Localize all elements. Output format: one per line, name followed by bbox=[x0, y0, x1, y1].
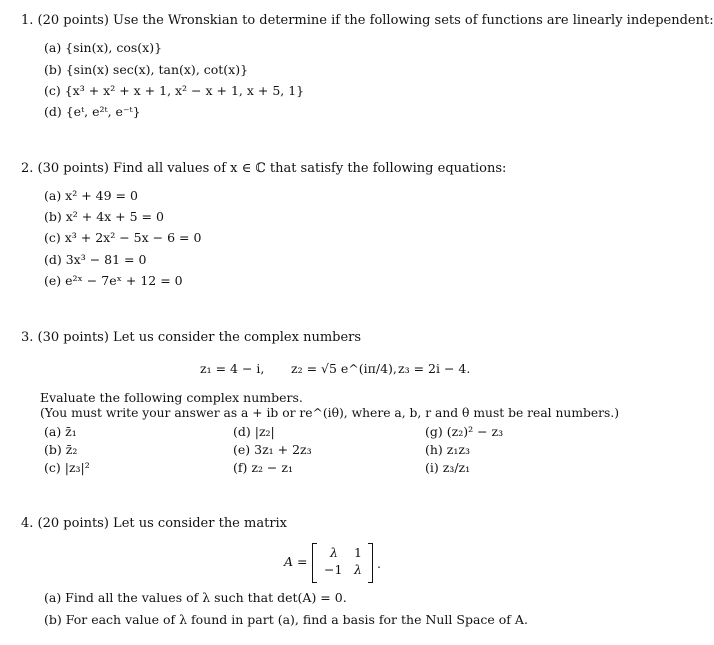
problem-1-part-d: (d) {eᵗ, e²ᵗ, e⁻ᵗ} bbox=[44, 104, 141, 119]
problem-3-part-c: (c) |z₃|² bbox=[44, 460, 90, 475]
problem-3-header: 3. (30 points) Let us consider the complex numbers bbox=[21, 330, 362, 345]
matrix-period: . bbox=[377, 556, 381, 571]
complex-number-z1: z₁ = 4 − i, bbox=[200, 361, 265, 376]
problem-2-part-a: (a) x² + 49 = 0 bbox=[44, 188, 138, 203]
matrix-cell-1-1: λ bbox=[330, 545, 338, 560]
problem-3-instruction-2: (You must write your answer as a + ib or re^(iθ), where a, b, r and θ must be real numbers.) bbox=[40, 406, 620, 420]
problem-2-part-d: (d) 3x³ − 81 = 0 bbox=[44, 252, 147, 267]
problem-3-part-a: (a) z̄₁ bbox=[44, 424, 77, 439]
problem-1-part-b: (b) {sin(x) sec(x), tan(x), cot(x)} bbox=[44, 62, 249, 77]
matrix-left-bracket bbox=[312, 543, 317, 583]
problem-3-part-h: (h) z₁z₃ bbox=[425, 442, 470, 457]
matrix-A bbox=[312, 543, 374, 581]
problem-2-part-c: (c) x³ + 2x² − 5x − 6 = 0 bbox=[44, 230, 202, 245]
problem-4-header: 4. (20 points) Let us consider the matrix bbox=[21, 516, 288, 531]
matrix-label: A = bbox=[284, 554, 308, 569]
matrix-cell-1-2: 1 bbox=[354, 545, 362, 560]
problem-2-part-e: (e) e²ˣ − 7eˣ + 12 = 0 bbox=[44, 273, 183, 288]
matrix-cell-2-2: λ bbox=[354, 562, 362, 577]
problem-3-part-f: (f) z₂ − z₁ bbox=[233, 460, 293, 475]
problem-4-part-a: (a) Find all the values of λ such that det(A) = 0. bbox=[44, 590, 347, 605]
matrix-right-bracket bbox=[368, 543, 373, 583]
complex-number-z3: z₃ = 2i − 4. bbox=[398, 361, 471, 376]
problem-4-part-b: (b) For each value of λ found in part (a), find a basis for the Null Space of A. bbox=[44, 612, 528, 627]
problem-3-part-e: (e) 3z₁ + 2z₃ bbox=[233, 442, 312, 457]
matrix-cell-2-1: −1 bbox=[324, 562, 343, 577]
problem-3-part-d: (d) |z₂| bbox=[233, 424, 275, 439]
problem-1-header: 1. (20 points) Use the Wronskian to determine if the following sets of functions are linearly independent: bbox=[21, 13, 714, 28]
problem-3-part-g: (g) (z₂)² − z₃ bbox=[425, 424, 504, 439]
problem-1-part-a: (a) {sin(x), cos(x)} bbox=[44, 40, 163, 55]
problem-2-header: 2. (30 points) Find all values of x ∈ ℂ that satisfy the following equations: bbox=[21, 161, 507, 176]
problem-3-part-i: (i) z₃/z₁ bbox=[425, 460, 471, 475]
problem-3-instruction-1: Evaluate the following complex numbers. bbox=[40, 390, 303, 405]
complex-number-z2: z₂ = √5 e^(iπ/4), bbox=[291, 361, 397, 376]
problem-2-part-b: (b) x² + 4x + 5 = 0 bbox=[44, 209, 164, 224]
problem-3-part-b: (b) z̄₂ bbox=[44, 442, 78, 457]
problem-1-part-c: (c) {x³ + x² + x + 1, x² − x + 1, x + 5, 1} bbox=[44, 83, 305, 98]
